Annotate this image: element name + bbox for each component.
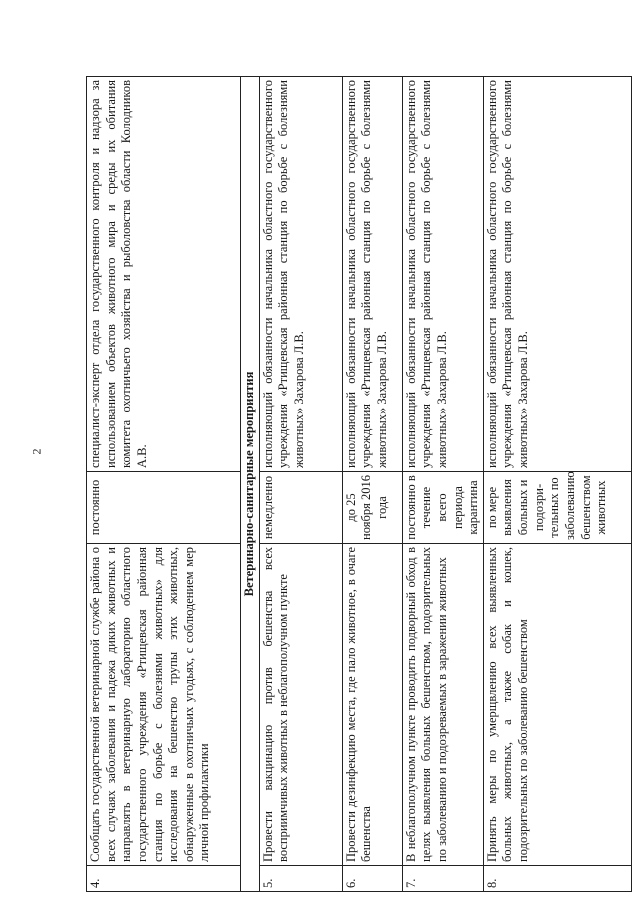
responsible-text: исполняющий обязанности начальника областного государственного учреждения «Ртищевская районная станция по борьбе с болезнями животных» Захарова Л.В. xyxy=(402,77,483,472)
measures-table xyxy=(86,76,632,892)
measure-text: Провести вакцинацию против бешенства всех восприимчивых животных в неблагополучном пункте xyxy=(259,544,342,866)
responsible-text: исполняющий обязанности начальника областного государственного учреждения «Ртищевская районная станция по борьбе с болезнями животных» Захарова Л.В. xyxy=(483,77,631,472)
responsible-text: исполняющий обязанности начальника областного государственного учреждения «Ртищевская районная станция по борьбе с болезнями животных» Захарова Л.В. xyxy=(342,77,402,472)
term-text: по мере выявления больных и подозри-тельных по заболеванию бешенством животных xyxy=(483,472,631,544)
section-header-row xyxy=(241,77,260,892)
table-row xyxy=(483,77,631,892)
row-number: 5. xyxy=(259,866,342,892)
table-row xyxy=(402,77,483,892)
term-text: до 25 ноября 2016 года xyxy=(342,472,402,544)
measure-text: Принять меры по умерщвлению всех выявленных больных животных, а также собак и кошек, подозрительных по заболеванию бешенством xyxy=(483,544,631,866)
responsible-text: специалист-эксперт отдела государственного контроля и надзора за использованием объектов животного мира и среды их обитания комитета охотничьего хозяйства и рыболовства области Колодников А.В. xyxy=(87,77,241,472)
term-text: немедленно xyxy=(259,472,342,544)
page-number: 2 xyxy=(29,448,44,455)
measure-text: Провести дезинфекцию места, где пало животное, в очаге бешенства xyxy=(342,544,402,866)
row-number: 7. xyxy=(402,866,483,892)
rotated-table-wrapper xyxy=(86,77,632,892)
measure-text: Сообщать государственной ветеринарной службе района о всех случаях заболевания и падежа диких животных и направлять в ветеринарную лабораторию областного государственного учреждения «Ртищевская районная станция по борьбе с болезнями животных» для исследования на бешенство трупы этих животных, обнаруженные в охотничьих угодьях, с соблюдением мер личной профилактики xyxy=(87,544,241,866)
row-number: 4. xyxy=(87,866,241,892)
table-row xyxy=(87,77,241,892)
row-number: 6. xyxy=(342,866,402,892)
term-text: постоянно в течение всего периода карантина xyxy=(402,472,483,544)
table-row xyxy=(259,77,342,892)
row-number: 8. xyxy=(483,866,631,892)
section-title: Ветеринарно-санитарные мероприятия xyxy=(241,77,260,892)
measure-text: В неблагополучном пункте проводить подворный обход в целях выявления больных бешенством, подозрительных по заболеванию и подозреваемых в заражении животных xyxy=(402,544,483,866)
table-row xyxy=(342,77,402,892)
term-text: постоянно xyxy=(87,472,241,544)
responsible-text: исполняющий обязанности начальника областного государственного учреждения «Ртищевская районная станция по борьбе с болезнями животных» Захарова Л.В. xyxy=(259,77,342,472)
